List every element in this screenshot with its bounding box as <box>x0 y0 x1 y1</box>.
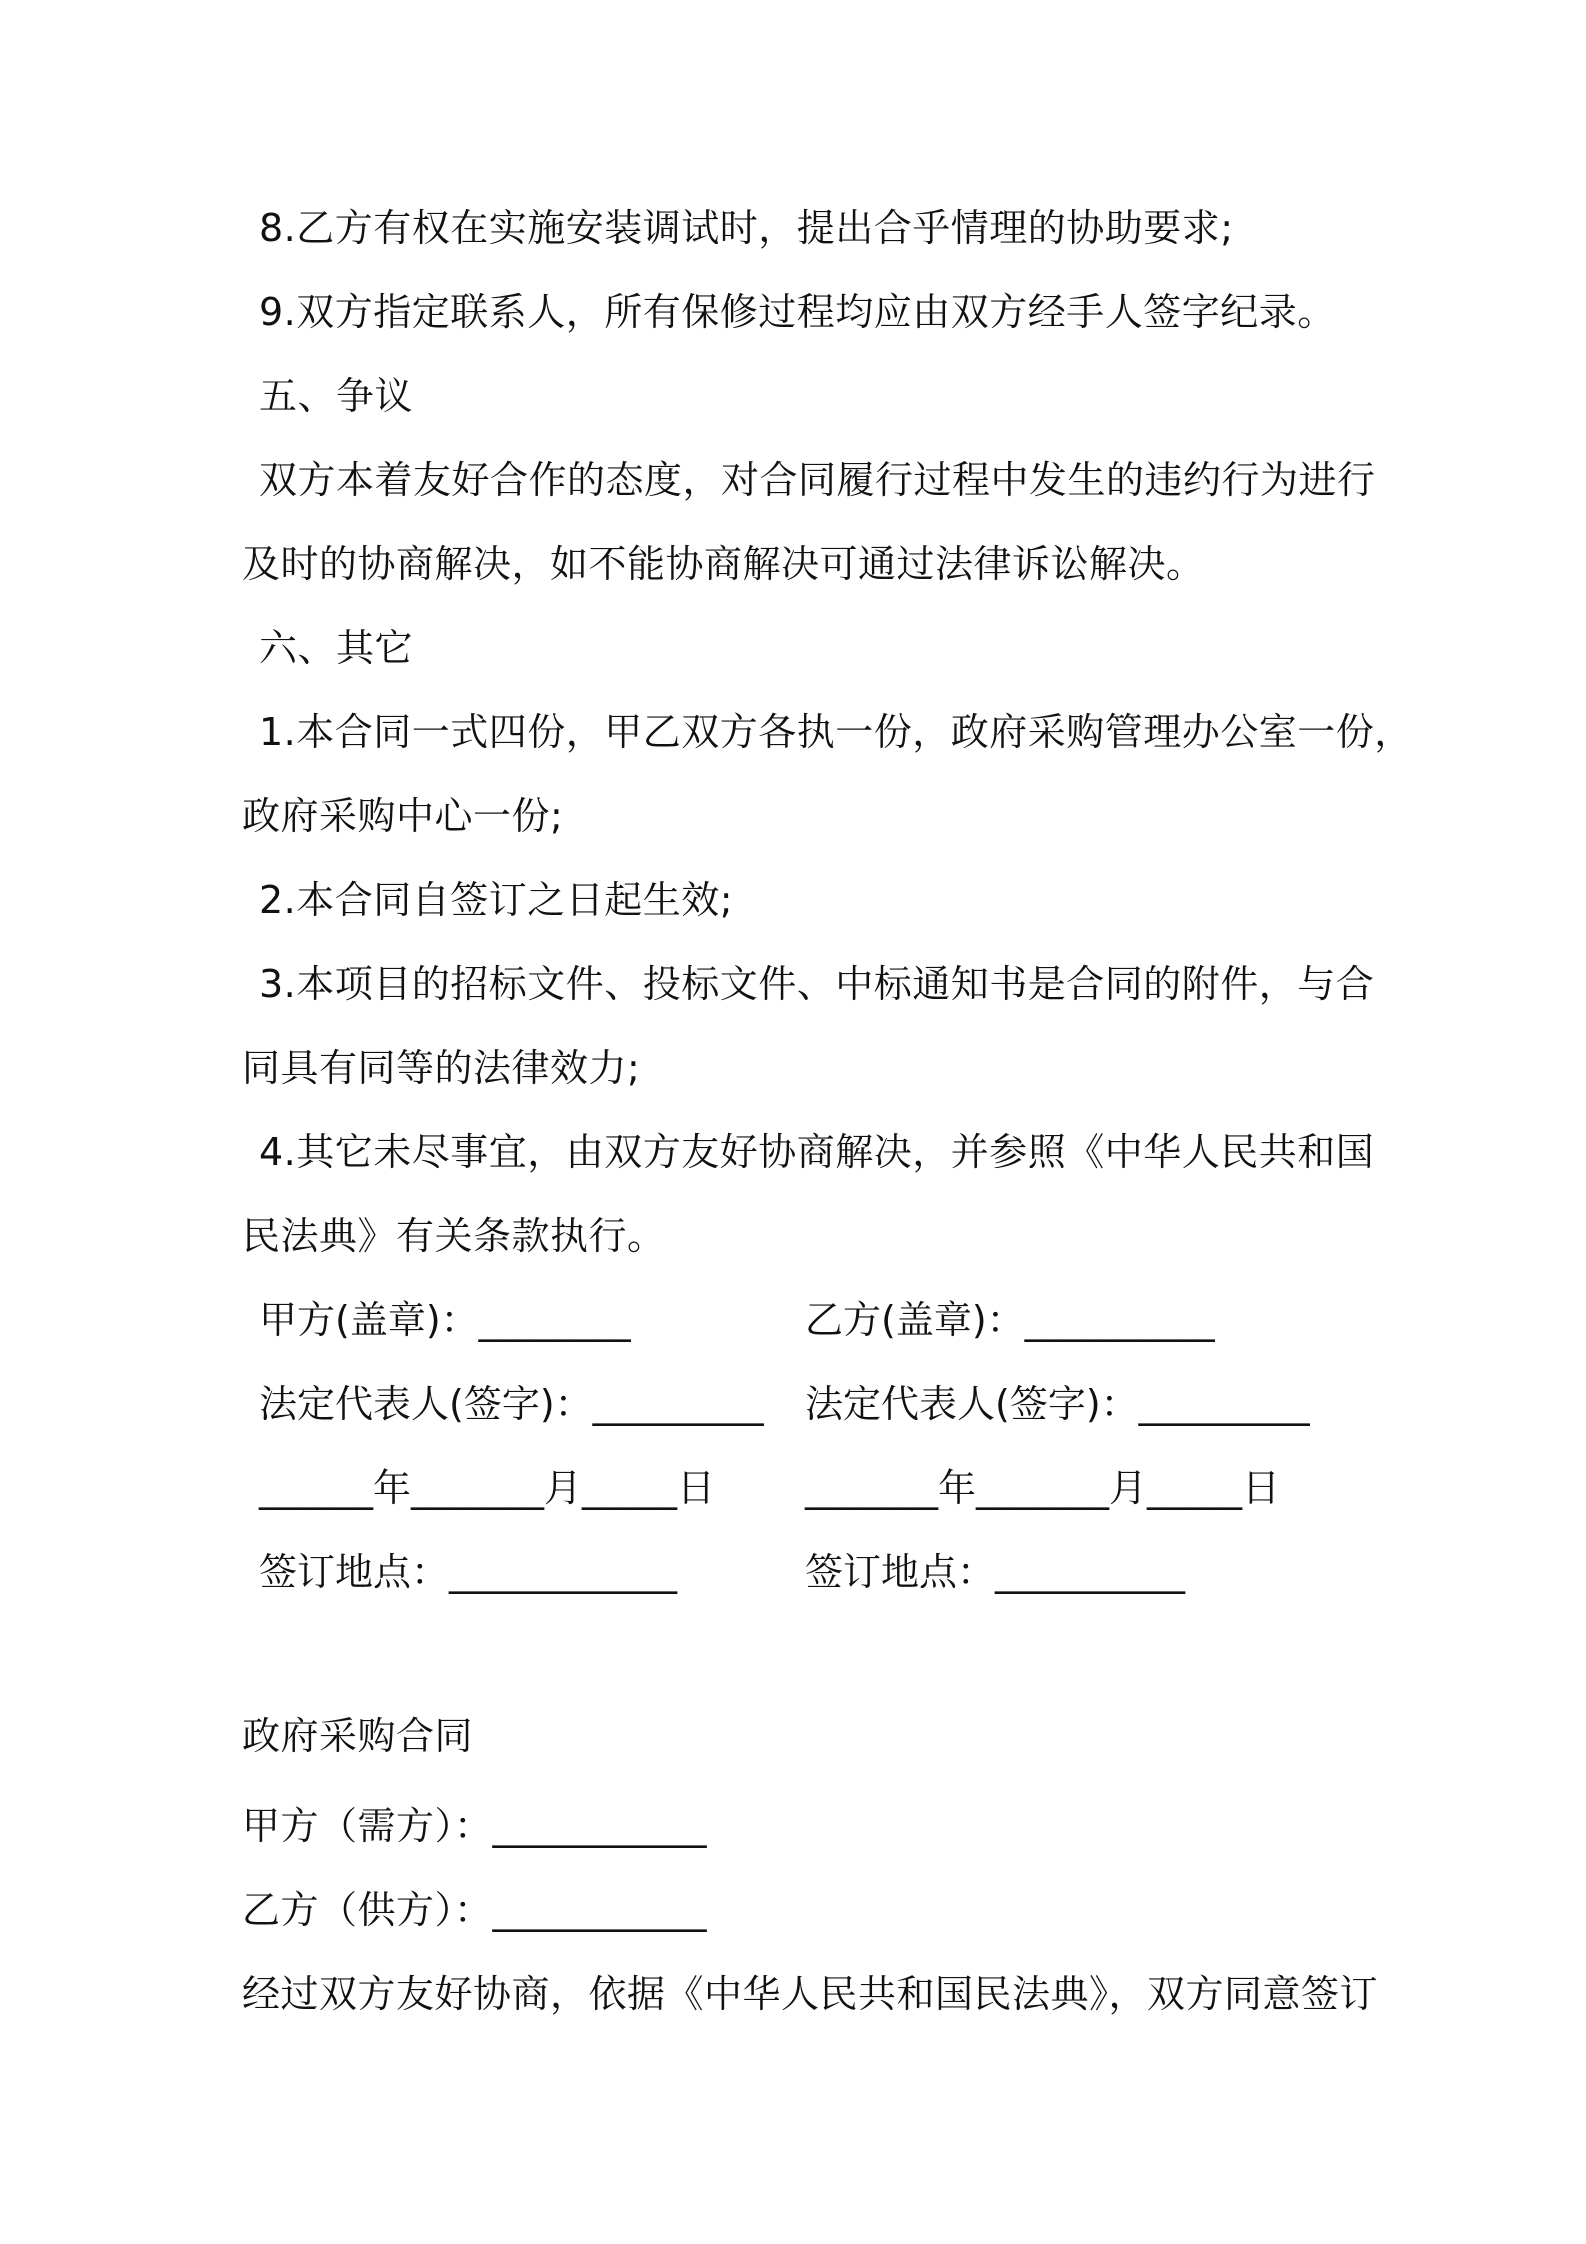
other-clause-3-line-1: 3.本项目的招标文件、投标文件、中标通知书是合同的附件，与合 <box>259 962 1375 1006</box>
other-clause-1-line-2: 政府采购中心一份; <box>242 794 564 838</box>
clause-8: 8.乙方有权在实施安装调试时，提出合乎情理的协助要求; <box>259 206 1234 250</box>
section-heading-other: 六、其它 <box>259 626 414 670</box>
party-b-seal-field: 乙方(盖章)：__________ <box>805 1298 1215 1342</box>
party-a-date-field: ______年_______月_____日 <box>259 1466 716 1510</box>
second-contract-party-b: 乙方（供方）：___________ <box>242 1888 708 1932</box>
party-a-representative-field: 法定代表人(签字)：_________ <box>259 1382 764 1426</box>
clause-9: 9.双方指定联系人，所有保修过程均应由双方经手人签字纪录。 <box>259 290 1336 334</box>
other-clause-4-line-1: 4.其它未尽事宜，由双方友好协商解决，并参照《中华人民共和国 <box>259 1130 1375 1174</box>
other-clause-3-line-2: 同具有同等的法律效力; <box>242 1046 641 1090</box>
other-clause-2: 2.本合同自签订之日起生效; <box>259 878 734 922</box>
party-b-date-field: _______年_______月_____日 <box>805 1466 1281 1510</box>
party-a-place-field: 签订地点：____________ <box>259 1550 678 1594</box>
party-a-seal-field: 甲方(盖章)：________ <box>259 1298 631 1342</box>
second-contract-party-a: 甲方（需方）：___________ <box>242 1804 708 1848</box>
second-contract-title: 政府采购合同 <box>242 1714 474 1758</box>
section-heading-dispute: 五、争议 <box>259 374 414 418</box>
other-clause-4-line-2: 民法典》有关条款执行。 <box>242 1214 666 1258</box>
dispute-paragraph-line-1: 双方本着友好合作的态度，对合同履行过程中发生的违约行为进行 <box>259 458 1376 502</box>
party-b-representative-field: 法定代表人(签字)：_________ <box>805 1382 1310 1426</box>
dispute-paragraph-line-2: 及时的协商解决，如不能协商解决可通过法律诉讼解决。 <box>242 542 1205 586</box>
party-b-place-field: 签订地点：__________ <box>805 1550 1186 1594</box>
other-clause-1-line-1: 1.本合同一式四份，甲乙双方各执一份，政府采购管理办公室一份， <box>259 710 1413 754</box>
second-contract-intro: 经过双方友好协商，依据《中华人民共和国民法典》，双方同意签订 <box>242 1972 1379 2016</box>
